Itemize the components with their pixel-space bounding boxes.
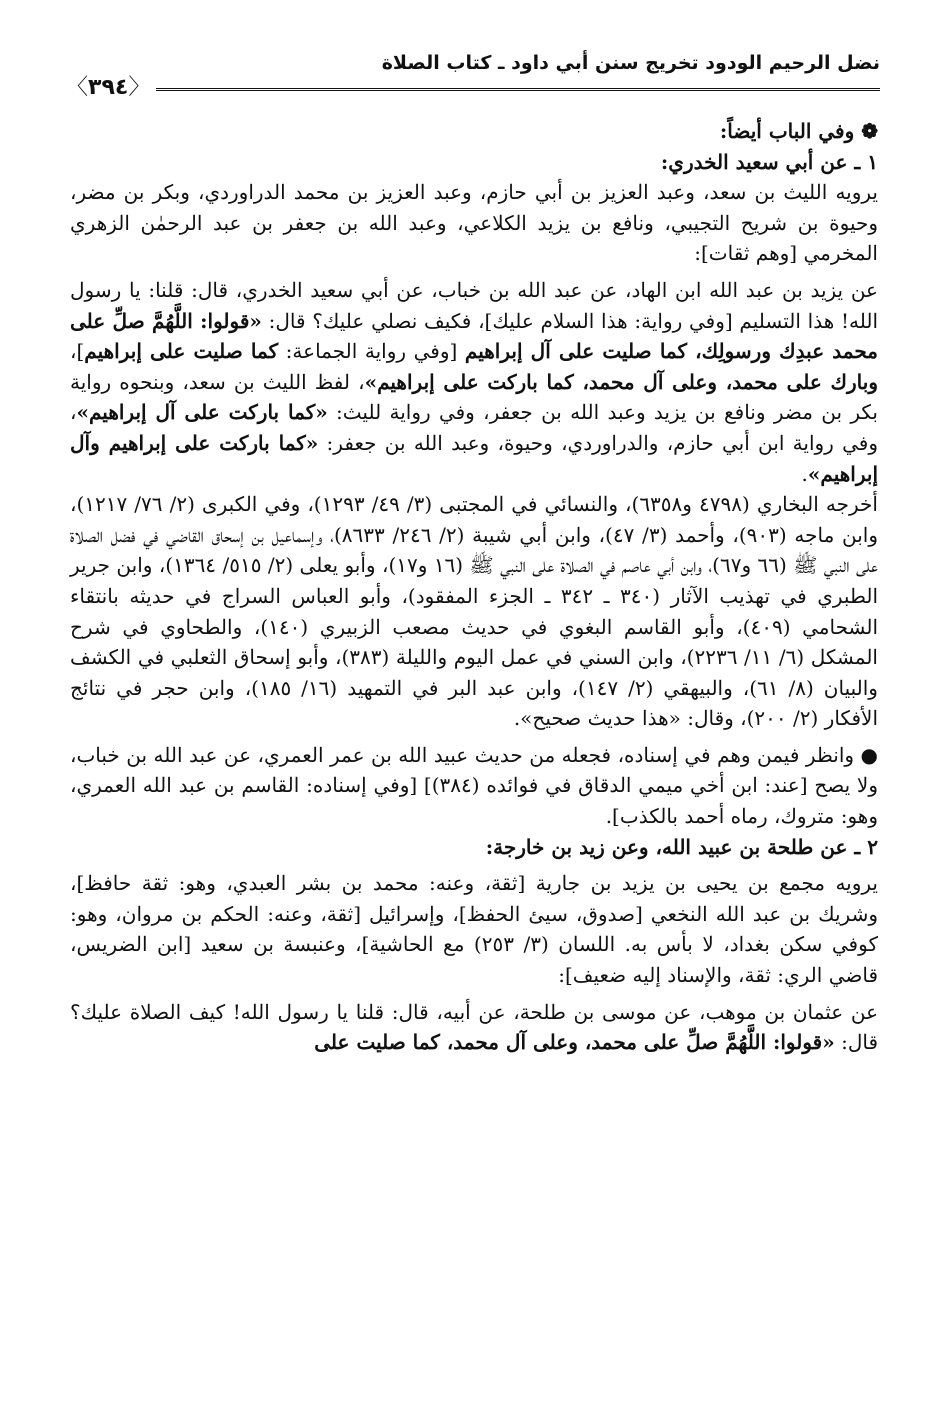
paragraph: يرويه الليث بن سعد، وعبد العزيز بن أبي حازم، وعبد العزيز بن محمد الدراوردي، وبكر بن مضر، وحيوة بن شريح التجيبي، ونافع بن يزيد الكلاعي، وعبد الله بن جعفر بن عبد الرحمٰن الزهري المخرمي [وهم ثقات]: — [70, 180, 878, 266]
paragraph: عن عثمان بن موهب، عن موسى بن طلحة، عن أبيه، قال: قلنا يا رسول الله! كيف الصلاة عليك؟ قال: «قولوا: اللَّهُمَّ صلِّ على محمد، وعلى آل محمد، كما صليت على — [70, 999, 878, 1055]
running-header — [60, 52, 880, 100]
page-body — [70, 116, 878, 1058]
paragraph: عن يزيد بن عبد الله ابن الهاد، عن عبد الله بن خباب، عن أبي سعيد الخدري، قال: قلنا: يا رسول الله! هذا التسليم [وفي رواية: هذا السلام عليك]، فكيف نصلي عليك؟ قال: «قولوا: اللَّهُمَّ صلِّ على محمد عبدِك ورسولِك، كما صليت على آل إبراهيم [وفي رواية الجماعة: كما صليت على إبراهيم]، وبارك على محمد، وعلى آل محمد، كما باركت على إبراهيم»، لفظ الليث بن سعد، وبنحوه رواية بكر بن مضر ونافع بن يزيد وعبد الله بن جعفر، وفي رواية لليث: «كما باركت على آل إبراهيم»، وفي رواية ابن أبي حازم، والدراوردي، وحيوة، وعبد الله بن جعفر: «كما باركت على إبراهيم وآل إبراهيم». — [70, 277, 878, 486]
paragraph: ● وانظر فيمن وهم في إسناده، فجعله من حديث عبيد الله بن عمر العمري، عن عبد الله بن خباب، ولا يصح [عند: ابن أخي ميمي الدقاق في فوائده (٣٨٤)] [وفي إسناده: القاسم بن عبد الله العمري، وهو: متروك، رماه أحمد بالكذب]. — [70, 742, 878, 829]
section-heading: ❁ وفي الباب أيضاً: — [719, 119, 878, 143]
header-rule — [60, 88, 880, 91]
paragraph: يرويه مجمع بن يحيى بن يزيد بن جارية [ثقة، وعنه: محمد بن بشر العبدي، وهو: ثقة حافظ]، وشريك بن عبد الله النخعي [صدوق، سيئ الحفظ]، وإسرائيل [ثقة، وعنه: الحكم بن مروان، وهو: كوفي سكن بغداد، لا بأس به. اللسان (٣/ ٢٥٣) مع الحاشية]، وعنبسة بن سعيد [ابن الضريس، قاضي الري: ثقة، والإسناد إليه ضعيف]: — [70, 871, 878, 988]
sub-heading: ١ ـ عن أبي سعيد الخدري: — [660, 149, 878, 174]
page-number: 〈٣٩٤〉 — [60, 70, 156, 101]
sub-heading: ٢ ـ عن طلحة بن عبيد الله، وعن زيد بن خارجة: — [485, 834, 878, 859]
paragraph: أخرجه البخاري (٤٧٩٨ و٦٣٥٨)، والنسائي في المجتبى (٣/ ٤٩/ ١٢٩٣)، وفي الكبرى (٢/ ٧٦/ ١٢١٧)، وابن ماجه (٩٠٣)، وأحمد (٣/ ٤٧)، وابن أبي شيبة (٢/ ٢٤٦/ ٨٦٣٣)، وإسماعيل بن إسحاق القاضي في فضل الصلاة على النبي ﷺ (٦٦ و٦٧)، وابن أبي عاصم في الصلاة على النبي ﷺ (١٦ و١٧)، وأبو يعلى (٢/ ٥١٥/ ١٣٦٤)، وابن جرير الطبري في تهذيب الآثار (٣٤٠ ـ ٣٤٢ ـ الجزء المفقود)، وأبو العباس السراج في حديثه بانتقاء الشحامي (٤٠٩)، وأبو القاسم البغوي في حديث مصعب الزبيري (١٤٠)، والطحاوي في شرح المشكل (٦/ ١١/ ٢٢٣٦)، وابن السني في عمل اليوم والليلة (٣٨٣)، وأبو إسحاق الثعلبي في الكشف والبيان (٨/ ٦١)، والبيهقي (٢/ ١٤٧)، وابن عبد البر في التمهيد (١٦/ ١٨٥)، وابن حجر في نتائج الأفكار (٢/ ٢٠٠)، وقال: «هذا حديث صحيح». — [70, 492, 879, 731]
running-title: نضل الرحيم الودود تخريج سنن أبي داود ـ كتاب الصلاة — [381, 52, 880, 74]
